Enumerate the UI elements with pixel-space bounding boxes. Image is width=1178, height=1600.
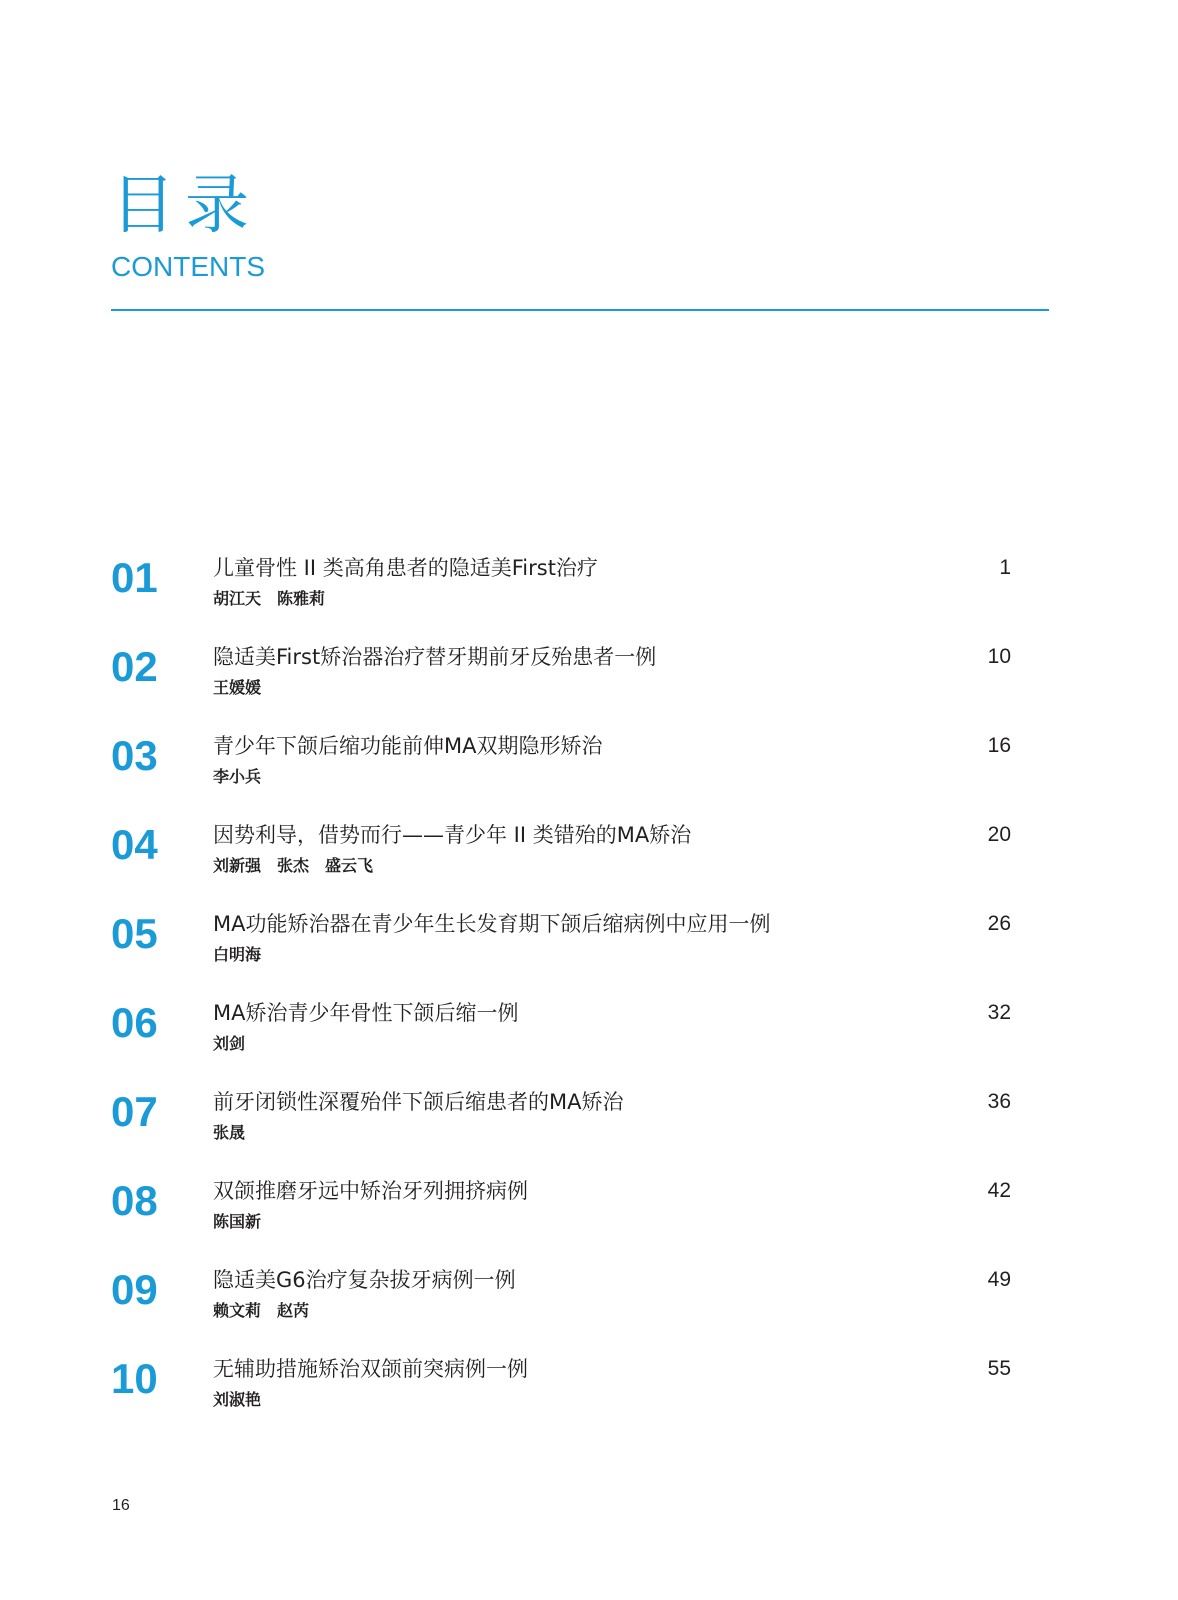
page-number: 16 xyxy=(112,1497,130,1514)
toc-entry-author: 赖文莉 xyxy=(213,1301,262,1320)
toc-entry-authors xyxy=(213,1212,277,1232)
page-header xyxy=(111,170,1049,284)
toc-entry-author: 王媛媛 xyxy=(213,678,262,697)
toc-entry-page: 20 xyxy=(987,823,1011,846)
toc-entry-author: 李小兵 xyxy=(213,767,262,786)
toc-entry-number: 02 xyxy=(111,643,158,690)
toc-entry-page: 49 xyxy=(987,1268,1011,1291)
toc-entry-authors xyxy=(213,1034,261,1054)
toc-entry-authors xyxy=(213,856,389,876)
toc-entry-number: 08 xyxy=(111,1177,158,1224)
toc-entry-page: 55 xyxy=(987,1357,1011,1380)
toc-entry-number: 03 xyxy=(111,732,158,779)
toc-entry-page: 10 xyxy=(987,645,1011,668)
toc-entry-number: 10 xyxy=(111,1355,158,1402)
toc-entry-title: 前牙闭锁性深覆殆伴下颌后缩患者的MA矫治 xyxy=(213,1090,624,1114)
toc-entry-author: 白明海 xyxy=(213,945,262,964)
toc-entry-author: 张杰 xyxy=(277,856,310,875)
toc-entry-authors xyxy=(213,945,277,965)
toc-entry[interactable] xyxy=(111,1177,1011,1266)
toc-entry-page: 36 xyxy=(987,1090,1011,1113)
toc-entry-title: 无辅助措施矫治双颌前突病例一例 xyxy=(213,1357,528,1381)
toc-entry-title: 双颌推磨牙远中矫治牙列拥挤病例 xyxy=(213,1179,528,1203)
table-of-contents xyxy=(111,554,1011,1444)
toc-entry-number: 05 xyxy=(111,910,158,957)
toc-entry-number: 09 xyxy=(111,1266,158,1313)
toc-entry-authors xyxy=(213,1123,261,1143)
toc-entry-number: 04 xyxy=(111,821,158,868)
toc-entry-authors xyxy=(213,1301,325,1321)
toc-entry[interactable] xyxy=(111,910,1011,999)
toc-entry-title: 青少年下颌后缩功能前伸MA双期隐形矫治 xyxy=(213,734,603,758)
toc-entry-title: 隐适美First矫治器治疗替牙期前牙反殆患者一例 xyxy=(213,645,657,669)
toc-entry-author: 陈国新 xyxy=(213,1212,262,1231)
toc-entry-title: 因势利导，借势而行——青少年 II 类错殆的MA矫治 xyxy=(213,823,692,847)
toc-entry-authors xyxy=(213,767,277,787)
toc-entry[interactable] xyxy=(111,1266,1011,1355)
toc-entry-title: 儿童骨性 II 类高角患者的隐适美First治疗 xyxy=(213,556,598,580)
toc-entry[interactable] xyxy=(111,732,1011,821)
header-divider xyxy=(111,309,1049,311)
page-title-en: CONTENTS xyxy=(111,251,265,282)
toc-entry-page: 16 xyxy=(987,734,1011,757)
toc-entry[interactable] xyxy=(111,1355,1011,1444)
toc-entry-authors xyxy=(213,1390,277,1410)
toc-entry[interactable] xyxy=(111,821,1011,910)
toc-entry-number: 01 xyxy=(111,554,158,601)
page-title-cn: 目录 xyxy=(111,169,259,243)
toc-entry-author: 刘新强 xyxy=(213,856,262,875)
toc-entry-title: MA功能矫治器在青少年生长发育期下颌后缩病例中应用一例 xyxy=(213,912,771,936)
toc-entry-authors xyxy=(213,678,277,698)
toc-entry-author: 刘淑艳 xyxy=(213,1390,262,1409)
toc-entry-title: MA矫治青少年骨性下颌后缩一例 xyxy=(213,1001,519,1025)
toc-entry-author: 张晟 xyxy=(213,1123,246,1142)
toc-entry-author: 刘剑 xyxy=(213,1034,246,1053)
toc-entry-number: 06 xyxy=(111,999,158,1046)
toc-entry[interactable] xyxy=(111,999,1011,1088)
toc-entry-title: 隐适美G6治疗复杂拔牙病例一例 xyxy=(213,1268,516,1292)
toc-entry-page: 32 xyxy=(987,1001,1011,1024)
toc-entry-number: 07 xyxy=(111,1088,158,1135)
toc-entry-authors xyxy=(213,589,341,609)
toc-entry-author: 胡江天 xyxy=(213,589,262,608)
toc-entry[interactable] xyxy=(111,554,1011,643)
toc-entry-page: 26 xyxy=(987,912,1011,935)
toc-entry-author: 赵芮 xyxy=(277,1301,310,1320)
toc-entry[interactable] xyxy=(111,643,1011,732)
toc-entry[interactable] xyxy=(111,1088,1011,1177)
toc-entry-author: 陈雅莉 xyxy=(277,589,326,608)
toc-entry-author: 盛云飞 xyxy=(325,856,374,875)
toc-entry-page: 1 xyxy=(999,556,1011,579)
toc-entry-page: 42 xyxy=(987,1179,1011,1202)
